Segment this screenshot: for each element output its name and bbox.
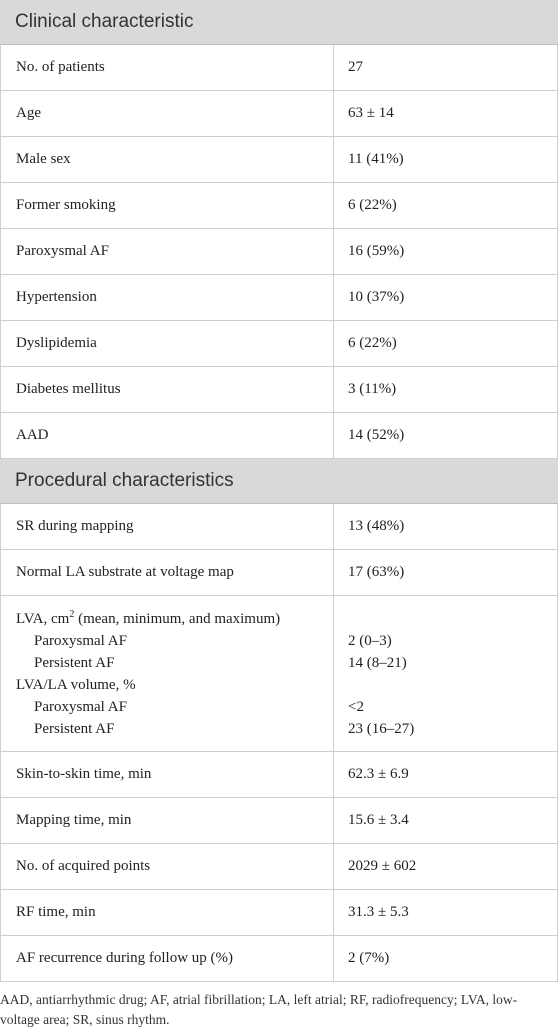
row-value: 6 (22%) (334, 321, 558, 366)
row-label: Hypertension (1, 275, 334, 320)
table-row (0, 367, 558, 413)
table-row (0, 413, 558, 459)
table-row (0, 550, 558, 596)
row-value: 11 (41%) (334, 137, 558, 182)
row-label: Age (1, 91, 334, 136)
section-header-clinical: Clinical characteristic (0, 0, 558, 45)
table-row (0, 752, 558, 798)
ratio-paroxysmal-label: Paroxysmal AF (34, 698, 127, 715)
table-row (0, 45, 558, 91)
row-value: 10 (37%) (334, 275, 558, 320)
ratio-label: LVA/LA volume, % (16, 676, 136, 693)
table-row (0, 275, 558, 321)
row-value: 16 (59%) (334, 229, 558, 274)
row-label: SR during mapping (1, 504, 334, 549)
table-row (0, 137, 558, 183)
row-label: Male sex (1, 137, 334, 182)
row-value: 2029 ± 602 (334, 844, 558, 889)
table-row (0, 890, 558, 936)
row-label: Paroxysmal AF (1, 229, 334, 274)
lva-paroxysmal-value: 2 (0–3) (348, 632, 392, 649)
row-value: 6 (22%) (334, 183, 558, 228)
table-row (0, 229, 558, 275)
row-value: 17 (63%) (334, 550, 558, 595)
row-label: RF time, min (1, 890, 334, 935)
table-row-lva (0, 596, 558, 752)
row-value: 15.6 ± 3.4 (334, 798, 558, 843)
table-row (0, 321, 558, 367)
row-label: Diabetes mellitus (1, 367, 334, 412)
lva-label (16, 608, 280, 630)
row-value: 27 (334, 45, 558, 90)
row-value-lva (334, 596, 558, 751)
row-label: AF recurrence during follow up (%) (1, 936, 334, 981)
lva-label-sup: 2 (69, 608, 75, 620)
row-value: 2 (7%) (334, 936, 558, 981)
table-row (0, 844, 558, 890)
lva-label-pre: LVA, cm (16, 610, 70, 627)
row-label: AAD (1, 413, 334, 458)
ratio-persistent-value: 23 (16–27) (348, 720, 415, 737)
row-value: 62.3 ± 6.9 (334, 752, 558, 797)
row-label-lva (1, 596, 334, 751)
lva-paroxysmal-label: Paroxysmal AF (34, 632, 127, 649)
table-row (0, 91, 558, 137)
row-label: No. of patients (1, 45, 334, 90)
row-label: Normal LA substrate at voltage map (1, 550, 334, 595)
section-header-procedural: Procedural characteristics (0, 459, 558, 504)
ratio-persistent-label: Persistent AF (34, 720, 115, 737)
row-label: Mapping time, min (1, 798, 334, 843)
table-row (0, 936, 558, 982)
row-value: 63 ± 14 (334, 91, 558, 136)
row-label: Skin-to-skin time, min (1, 752, 334, 797)
row-label: No. of acquired points (1, 844, 334, 889)
table-footnote: AAD, antiarrhythmic drug; AF, atrial fibrillation; LA, left atrial; RF, radiofrequency; LVA, low-voltage area; SR, sinus rhythm. (0, 992, 518, 1027)
lva-label-post: (mean, minimum, and maximum) (74, 610, 281, 627)
row-label: Dyslipidemia (1, 321, 334, 366)
lva-persistent-label: Persistent AF (34, 654, 115, 671)
row-value: 31.3 ± 5.3 (334, 890, 558, 935)
ratio-paroxysmal-value: <2 (348, 698, 364, 715)
table-row (0, 798, 558, 844)
row-label: Former smoking (1, 183, 334, 228)
table-row (0, 504, 558, 550)
row-value: 13 (48%) (334, 504, 558, 549)
lva-persistent-value: 14 (8–21) (348, 654, 407, 671)
row-value: 3 (11%) (334, 367, 558, 412)
table-row (0, 183, 558, 229)
row-value: 14 (52%) (334, 413, 558, 458)
